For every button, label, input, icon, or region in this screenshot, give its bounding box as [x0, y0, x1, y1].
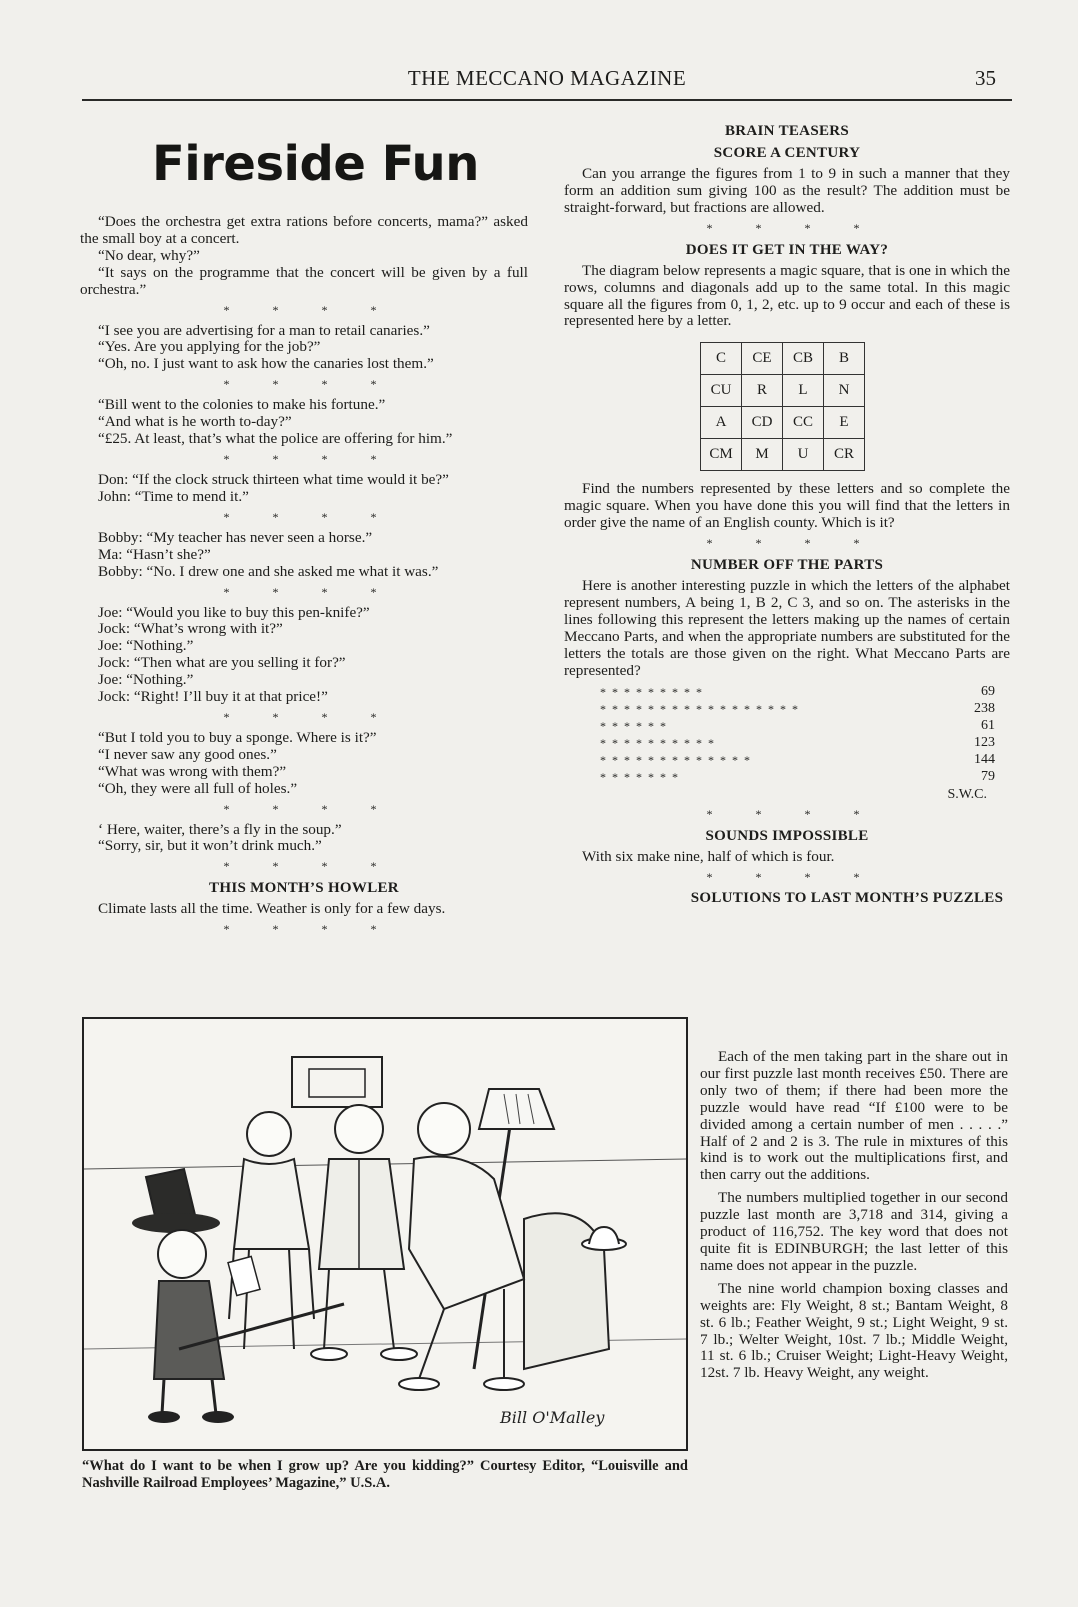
magic-square-cell: A — [701, 407, 742, 439]
magic-square-cell: E — [824, 407, 865, 439]
joke-line: ‘ Here, waiter, there’s a fly in the soup.” — [98, 820, 342, 838]
joke-orchestra — [80, 214, 528, 299]
parts-row-stars: * * * * * * * * * * * * * * * * * — [600, 701, 800, 716]
separator-stars: * * * * — [223, 584, 397, 599]
separator-stars: * * * * — [223, 377, 397, 392]
joke-line: “Oh, no. I just want to ask how the canaries lost them.” — [98, 355, 434, 373]
magic-square-cell: C — [701, 343, 742, 375]
magic-square-text: The diagram below represents a magic square, that is one in which the rows, columns and diagonals add up to the same total. In this magic square all the figures from 0, 1, 2, etc. up to 9 occur and each of these is represented here by a letter. — [564, 261, 1010, 330]
joke-colonies — [80, 397, 528, 448]
parts-row-total: 144 — [974, 751, 995, 767]
parts-row-total: 69 — [981, 683, 995, 699]
parts-row-stars: * * * * * * * * * * — [600, 735, 716, 750]
solution-paragraph: The numbers multiplied together in our second puzzle last month are 3,718 and 314, giving a product of 116,752. The key word that does not quite fit is EDINBURGH; the last letter of this name does not appear in the puzzle. — [700, 1189, 1008, 1274]
joke-line: Joe: “Nothing.” — [98, 637, 194, 655]
joke-line: “Sorry, sir, but it won’t drink much.” — [98, 837, 322, 855]
magic-square-cell: CE — [742, 343, 783, 375]
joke-sponge — [80, 730, 528, 798]
parts-row — [600, 701, 995, 718]
parts-row-stars: * * * * * * — [600, 718, 668, 733]
joke-canaries — [80, 323, 528, 374]
solutions-column — [700, 1049, 1008, 1382]
separator-stars: * * * * — [223, 801, 397, 816]
magic-square-grid — [700, 342, 865, 471]
solutions-heading: SOLUTIONS TO LAST MONTH’S PUZZLES — [690, 890, 1004, 907]
magic-square-cell: CR — [824, 439, 865, 471]
page-header — [82, 64, 1012, 94]
parts-row-total: 61 — [981, 717, 995, 733]
parts-row-total: 79 — [981, 768, 995, 784]
joke-line: Joe: “Nothing.” — [98, 671, 194, 689]
separator-stars: * * * * — [223, 859, 397, 874]
parts-text: Here is another interesting puzzle in which the letters of the alphabet represent numbers, A being 1, B 2, C 3, and so on. The asterisks in the lines following this represent the letters making up the names of certain Meccano Parts, and when the appropriate numbers are substituted for the letters the totals are those given on the right. What Meccano Parts are represented? — [564, 577, 1010, 679]
joke-line: “Oh, they were all full of holes.” — [98, 779, 298, 797]
joke-clock — [80, 472, 528, 506]
magic-square-cell: L — [783, 375, 824, 407]
separator-stars: * * * * — [706, 220, 880, 235]
howler-text: Climate lasts all the time. Weather is only for a few days. — [98, 900, 446, 918]
joke-line: Ma: “Hasn’t she?” — [98, 545, 211, 563]
brain-teasers-column — [564, 120, 1010, 911]
solution-paragraph: Each of the men taking part in the share out in our first puzzle last month receives £50. There are only two of them; if there had been more the puzzle would have read “If £100 were to be divided among a certain number of men . . . . .” Half of 2 and 2 is 3. The rule in mixtures of this kind is to work out the multiplications first, and then carry out the additions. — [700, 1048, 1008, 1184]
joke-line: Jock: “Right! I’ll buy it at that price!” — [98, 688, 328, 706]
joke-line: Jock: “Then what are you selling it for?” — [98, 654, 346, 672]
joke-line: “But I told you to buy a sponge. Where is it?” — [98, 728, 377, 746]
joke-line: Bobby: “My teacher has never seen a horse.” — [98, 528, 373, 546]
joke-line: John: “Time to mend it.” — [98, 487, 249, 505]
magazine-title: THE MECCANO MAGAZINE — [407, 66, 687, 90]
howler-heading: THIS MONTH’S HOWLER — [209, 880, 399, 897]
parts-row — [600, 684, 995, 701]
impossible-heading: SOUNDS IMPOSSIBLE — [705, 828, 869, 845]
magic-square-cell: N — [824, 375, 865, 407]
joke-line: “What was wrong with them?” — [98, 762, 287, 780]
score-century-text: Can you arrange the figures from 1 to 9 in such a manner that they form an addition sum giving 100 as the result? The addition must be straight-forward, but fractions are allowed. — [564, 165, 1010, 216]
separator-stars: * * * * — [223, 922, 397, 937]
impossible-text: With six make nine, half of which is four. — [582, 848, 835, 866]
joke-line: “Bill went to the colonies to make his fortune.” — [98, 396, 386, 414]
parts-row — [600, 735, 995, 752]
magic-square-cell: CC — [783, 407, 824, 439]
joke-line: Joe: “Would you like to buy this pen-knife?” — [98, 603, 370, 621]
joke-line: “I see you are advertising for a man to retail canaries.” — [98, 321, 430, 339]
separator-stars: * * * * — [706, 870, 880, 885]
section-title: Fireside Fun — [152, 136, 479, 192]
parts-row — [600, 769, 995, 786]
score-century-heading: SCORE A CENTURY — [713, 145, 861, 161]
joke-line: “And what is he worth to-day?” — [98, 413, 292, 431]
joke-line: “I never saw any good ones.” — [98, 745, 277, 763]
joke-line: “£25. At least, that’s what the police are offering for him.” — [98, 430, 453, 448]
magic-square-cell: CM — [701, 439, 742, 471]
cartoon-caption: “What do I want to be when I grow up? Are you kidding?” Courtesy Editor, “Louisville and Nashville Railroad Employees’ Magazine,” U.S.A. — [82, 1458, 688, 1491]
parts-row — [600, 752, 995, 769]
joke-line: Don: “If the clock struck thirteen what time would it be?” — [98, 470, 449, 488]
header-rule — [82, 99, 1012, 101]
magic-square-cell: CU — [701, 375, 742, 407]
magic-square-cell: R — [742, 375, 783, 407]
parts-puzzle-table — [600, 684, 995, 804]
cartoon-drawing — [84, 1019, 686, 1449]
page-number: 35 — [975, 66, 996, 90]
magic-square-cell: B — [824, 343, 865, 375]
parts-row-total: 123 — [974, 734, 995, 750]
magic-square-cell: M — [742, 439, 783, 471]
brain-teasers-heading: BRAIN TEASERS — [724, 123, 850, 139]
parts-row-stars: * * * * * * * * * * * * * — [600, 752, 752, 767]
joke-line: “Does the orchestra get extra rations before concerts, mama?” asked the small boy at a concert. — [80, 213, 528, 247]
parts-row — [600, 718, 995, 735]
puzzle-author: S.W.C. — [947, 786, 987, 802]
separator-stars: * * * * — [223, 709, 397, 724]
joke-waiter — [80, 822, 528, 856]
separator-stars: * * * * — [223, 302, 397, 317]
joke-line: “It says on the programme that the concert will be given by a full orchestra.” — [80, 263, 528, 298]
fireside-fun-column — [80, 130, 528, 942]
magic-square-followup: Find the numbers represented by these letters and so complete the magic square. When you have done this you will find that the letters in order give the name of an English county. Which is it? — [564, 480, 1010, 532]
magic-square-cell: CB — [783, 343, 824, 375]
parts-row-stars: * * * * * * * — [600, 769, 680, 784]
joke-line: “No dear, why?” — [98, 246, 200, 264]
separator-stars: * * * * — [706, 536, 880, 551]
artist-signature: Bill O'Malley — [500, 1408, 605, 1427]
separator-stars: * * * * — [223, 509, 397, 524]
magic-square-heading: DOES IT GET IN THE WAY? — [685, 241, 889, 258]
joke-line: “Yes. Are you applying for the job?” — [98, 338, 321, 356]
joke-line: Jock: “What’s wrong with it?” — [98, 620, 283, 638]
parts-row-total: 238 — [974, 700, 995, 716]
parts-row-stars: * * * * * * * * * — [600, 684, 704, 699]
joke-horse — [80, 530, 528, 581]
separator-stars: * * * * — [223, 451, 397, 466]
magic-square-cell: CD — [742, 407, 783, 439]
joke-line: Bobby: “No. I drew one and she asked me what it was.” — [98, 562, 439, 580]
solution-paragraph: The nine world champion boxing classes and weights are: Fly Weight, 8 st.; Bantam Weight, 8 st. 6 lb.; Feather Weight, 9 st.; Light Weight, 9 st. 7 lb.; Welter Weight, 10st. 7 lb.; Middle Weight, 11 st. 6 lb.; Cruiser Weight; Light-Heavy Weight, 12st. 7 lb. Heavy Weight, any weight. — [700, 1279, 1008, 1382]
cartoon-illustration — [82, 1017, 688, 1451]
parts-heading: NUMBER OFF THE PARTS — [690, 557, 884, 574]
joke-pen-knife — [80, 605, 528, 706]
separator-stars: * * * * — [706, 807, 880, 822]
timetable-booklet — [228, 1256, 260, 1295]
magic-square-cell: U — [783, 439, 824, 471]
